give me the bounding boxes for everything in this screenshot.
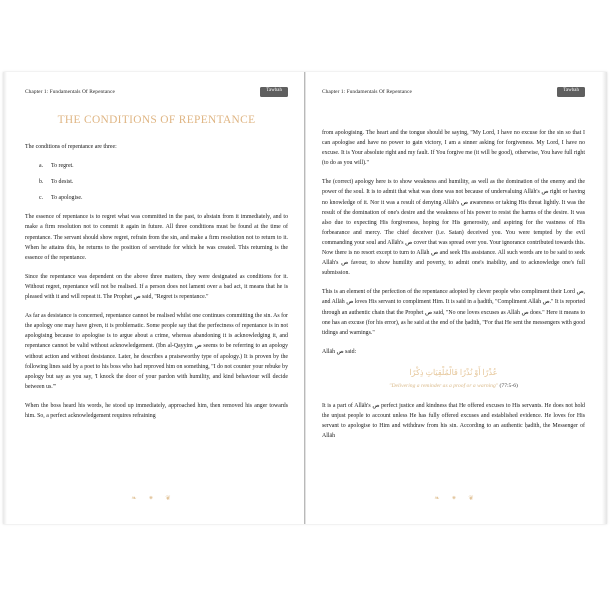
left-chapter-tag: Tawbah xyxy=(260,87,288,96)
arabic-verse: عُذْرًا أَوْ نُذْرًا فَالْمُلْقِيَاتِ ذِكْرًا xyxy=(409,367,498,377)
body-paragraph: It is a part of Allāh's ص perfect justice and kindness that He offered excuses to His servants. He does not hold the unjust people to account unless He has fully offered excuses and established evidence. He loves for His servant to apologise to Him and withdraw from his sin. According to an authentic ḥadīth, the Messenger of Allāh xyxy=(322,402,585,440)
conditions-intro: The conditions of repentance are three: xyxy=(25,144,117,150)
left-running-head-text: Chapter 1: Fundamentals Of Repentance xyxy=(25,89,115,95)
right-page-ornament: ❧ ⁕ ❦ xyxy=(434,494,479,502)
verse-reference: (77:5-6) xyxy=(499,382,518,389)
body-paragraph: The essence of repentance is to regret what was committed in the past, to abstain from it immediately, and to make a firm resolution not to commit it again in future. All three conditions must be found at the time of repentance. The servant should show regret, refrain from the sin, and make a firm resolution not to return to it. When he attains this, he returns to the position of servitude for which he was created. This returning is the essence of the repentance. xyxy=(25,214,288,261)
book xyxy=(3,72,607,524)
list-item-text: To regret. xyxy=(51,163,74,170)
body-paragraph: The (correct) apology here is to show weakness and humility, as well as the domination of the enemy and the power of the soul. It is to admit that what was done was not because of undervaluing Allāh's ص right or having no knowledge of it. Nor it was a result of denying Allāh's ص awareness or taking His threat lightly. It was the result of the domination of one's desire and the weakness of his power to resist the harms of the desire. It was also due to expecting His forgiveness, hoping for His generosity, and aspiring for the vastness of His forbearance and mercy. The chief deceiver (i.e. Satan) deceived you. You were tempted by the evil commanding your soul and Allāh's ص cover that was spread over you. Your ignorance contributed towards this. Now there is no resort except to turn to Allāh ص and seek His assistance. All such words are to be said to seek Allāh's ص favour, to show humility and poverty, to admit one's inability, and to acknowledge one's full submission. xyxy=(322,179,586,277)
body-paragraph: As far as desistance is concerned, repentance cannot be realised whilst one continues committing the sin. As for the apology one may have given, it is problematic. Some people say that the perfectness of repentance is in not apologising because to apologise is to argue about a crime, whereas abandoning it is acknowledging it, and repentance cannot be valid without acknowledgement. (Ibn al-Qayyim ص seems to be referring to an apology without action and without desistance. Later, he describes a praiseworthy type of apology.) It is proven by the following lines said by a poet to his boss who had reproved him on something, "I do not counter your rebuke by apology but say as you say, 'I knock the door of your pardon with humility, and kind behaviour will decide between us.'" xyxy=(25,313,289,390)
list-item-text: To apologise. xyxy=(51,195,83,202)
list-item-marker: c. xyxy=(39,195,44,202)
verse-translation-line xyxy=(322,382,585,391)
body-paragraph: Since the repentance was dependent on the above three matters, they were designated as conditions for it. Without regret, repentance will not be realised. If a person does not lament over a bad act, it means that he is pleased with it and will repeat it. The Prophet ص said, "Regret is repentance." xyxy=(25,273,288,301)
right-chapter-tag: Tawbah xyxy=(557,87,585,96)
page-title: THE CONDITIONS OF REPENTANCE xyxy=(57,114,256,126)
body-paragraph: from apologising. The heart and the tongue should be saying, "My Lord, I have no excuse for the sin so that I can apologise and have no power to gain victory, I am a sinner asking for forgiveness. My Lord, I have no excuse. It is Your absolute right and my fault. If You forgive me (it will be good), otherwise, You have full right (to do as you will)." xyxy=(322,130,585,167)
right-running-head xyxy=(322,86,585,98)
list-item-marker: a. xyxy=(39,163,44,170)
allah-said-line: Allāh ص said: xyxy=(322,348,357,355)
left-page-ornament: ❧ ⁕ ❦ xyxy=(131,494,176,502)
left-running-head xyxy=(25,86,288,98)
right-running-head-text: Chapter 1: Fundamentals Of Repentance xyxy=(322,89,412,95)
body-paragraph: When the boss heard his words, he stood up immediately, approached him, then removed his anger towards him. So, a perfect acknowledgement requires refraining xyxy=(25,402,288,419)
list-item xyxy=(39,193,288,203)
body-paragraph: This is an element of the perfection of the repentance adopted by clever people who compliment their Lord ص, and Allāh ص loves His servant to compliment Him. It is said in a ḥadīth, "Compliment Allāh ص." It is reported through an authentic chain that the Prophet ص said, "No one loves excuses as Allāh ص does." Here it means to one has an excuse (for his error), as he said at the end of the ḥadīth, "For that He sent the messengers with good tidings and warnings." xyxy=(322,289,586,336)
list-item-marker: b. xyxy=(39,179,44,186)
right-page xyxy=(305,72,607,524)
list-item xyxy=(39,161,288,171)
list-item-text: To desist. xyxy=(51,179,74,186)
verse-translation-text: "Delivering a reminder as a proof or a warning" xyxy=(389,382,499,389)
left-page xyxy=(3,72,305,524)
conditions-list xyxy=(25,161,288,203)
list-item xyxy=(39,177,288,187)
